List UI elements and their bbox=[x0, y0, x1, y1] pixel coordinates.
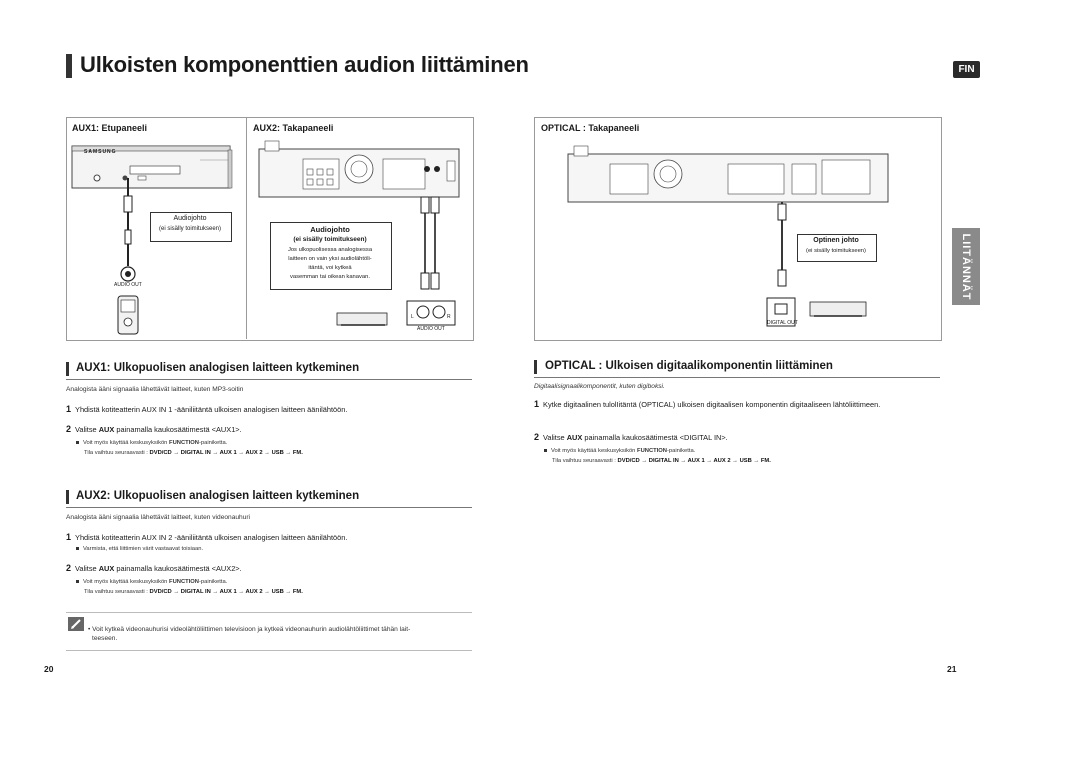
note-line-1: • Voit kytkeä videonauhurisi videolähtöliittimen televisioon ja kytkeä videonauhurin audiolähtöliittimet tähän lait- bbox=[88, 626, 411, 633]
mp3-audio-out-label: AUDIO OUT bbox=[114, 282, 142, 288]
optical-step-2-post: painamalla kaukosäätimestä <DIGITAL IN>. bbox=[582, 433, 728, 442]
note-bottom-rule bbox=[66, 650, 472, 651]
aux2-note-line-4: vasemman tai oikean kanavan. bbox=[290, 274, 370, 280]
note-top-rule bbox=[66, 612, 472, 613]
optical-step-2-bold: AUX bbox=[566, 433, 583, 442]
aux2-step-2 bbox=[66, 563, 242, 573]
optical-cable-callout: Optinen johto bbox=[813, 237, 859, 244]
aux2-step-2-bold: AUX bbox=[98, 564, 115, 573]
optical-section-rule bbox=[534, 377, 940, 378]
aux1-step-1-text: Yhdistä kotiteatterin AUX IN 1 -ääniliitäntä ulkoisen analogisen laitteen äänilähtöön. bbox=[75, 405, 348, 414]
aux2-step-1-text: Yhdistä kotiteatterin AUX IN 2 -ääniliitäntä ulkoisen analogisen laitteen äänilähtöön. bbox=[75, 533, 348, 542]
aux1-bullet bbox=[76, 440, 227, 446]
optical-mode-sequence bbox=[552, 458, 771, 464]
aux2-seq: DVD/CD → DIGITAL IN → AUX 1 → AUX 2 → USB → FM. bbox=[149, 589, 303, 595]
aux1-intro: Analogista ääni signaalia lähettävät laitteet, kuten MP3-soitin bbox=[66, 386, 244, 393]
optical-bullet-post: -painiketta. bbox=[666, 448, 696, 454]
optical-section-title: OPTICAL : Ulkoisen digitaalikomponentin liittäminen bbox=[545, 360, 833, 372]
aux1-seq: DVD/CD → DIGITAL IN → AUX 1 → AUX 2 → USB → FM. bbox=[149, 450, 303, 456]
aux1-cable bbox=[120, 178, 136, 270]
optical-seq-pre: Tila vaihtuu seuraavasti : bbox=[552, 458, 618, 464]
aux1-mode-sequence bbox=[84, 450, 303, 456]
optical-intro: Digitaalisignaalikomponentit, kuten digiboksi. bbox=[534, 383, 665, 390]
optical-step-2 bbox=[534, 432, 728, 442]
aux1-bullet-post: -painiketta. bbox=[198, 440, 228, 446]
aux2-step-1-number: 1 bbox=[66, 532, 72, 542]
aux2-section-marker bbox=[66, 490, 69, 504]
optical-step-2-number: 2 bbox=[534, 432, 540, 442]
aux1-diagram-label: AUX1: Etupaneeli bbox=[72, 123, 148, 133]
optical-seq: DVD/CD → DIGITAL IN → AUX 1 → AUX 2 → USB → FM. bbox=[617, 458, 771, 464]
aux1-step-2 bbox=[66, 424, 242, 434]
aux2-bullet bbox=[76, 579, 227, 585]
aux2-cable-callout: Audiojohto bbox=[310, 225, 350, 234]
note-line-2: teeseen. bbox=[92, 635, 118, 642]
optical-step-1-number: 1 bbox=[534, 399, 540, 409]
aux1-section-rule bbox=[66, 379, 472, 380]
aux2-intro: Analogista ääni signaalia lähettävät laitteet, kuten videonauhuri bbox=[66, 514, 251, 521]
title-marker bbox=[66, 54, 72, 78]
aux1-cable-callout: Audiojohto bbox=[173, 215, 207, 222]
optical-step-2-pre: Valitse bbox=[543, 433, 567, 442]
aux2-bullet-pre: Voit myös käyttää keskusyksikön bbox=[83, 579, 170, 585]
aux2-audio-out-label: AUDIO OUT bbox=[417, 326, 445, 332]
chapter-side-tab-label: LIITÄNNÄT bbox=[960, 232, 972, 301]
page-number-right: 21 bbox=[947, 664, 957, 674]
aux2-section-rule bbox=[66, 507, 472, 508]
optical-step-1-text: Kytke digitaalinen tulolIitäntä (OPTICAL) ulkoisen digitaalisen komponentin digitaaliseen lähtöliittimeen. bbox=[543, 400, 881, 409]
aux2-note-line-1: Jos ulkopuolisessa analogisessa bbox=[287, 247, 373, 253]
diagram-divider bbox=[246, 117, 247, 339]
aux1-step-2-number: 2 bbox=[66, 424, 72, 434]
aux1-step-1 bbox=[66, 404, 347, 414]
page-number-left: 20 bbox=[44, 664, 54, 674]
aux2-mode-sequence bbox=[84, 589, 303, 595]
aux2-note-line-3: itäntä, voi kytkeä bbox=[308, 265, 352, 271]
aux1-section-marker bbox=[66, 362, 69, 376]
aux1-step-2-bold: AUX bbox=[98, 425, 115, 434]
aux2-seq-pre: Tila vaihtuu seuraavasti : bbox=[84, 589, 150, 595]
aux1-bullet-bold: FUNCTION bbox=[169, 440, 199, 446]
aux1-step-2-pre: Valitse bbox=[75, 425, 99, 434]
aux2-cable-callout-sub: (ei sisälly toimitukseen) bbox=[293, 236, 367, 243]
optical-diagram-label: OPTICAL : Takapaneeli bbox=[541, 123, 640, 133]
aux1-cable-callout-sub: (ei sisälly toimitukseen) bbox=[158, 226, 222, 232]
language-badge: FIN bbox=[953, 61, 980, 78]
optical-cable-callout-sub: (ei sisälly toimitukseen) bbox=[806, 248, 866, 254]
optical-section-marker bbox=[534, 360, 537, 374]
aux2-step-2-pre: Valitse bbox=[75, 564, 99, 573]
aux1-bullet-pre: Voit myös käyttää keskusyksikön bbox=[83, 440, 170, 446]
aux2-note-line-2: laitteen on vain yksi audiolähtöli- bbox=[288, 256, 372, 262]
aux2-section-title: AUX2: Ulkopuolisen analogisen laitteen kytkeminen bbox=[76, 490, 360, 502]
aux1-seq-pre: Tila vaihtuu seuraavasti : bbox=[84, 450, 150, 456]
aux1-step-1-number: 1 bbox=[66, 404, 72, 414]
aux2-step-1 bbox=[66, 532, 347, 542]
optical-step-1 bbox=[534, 399, 880, 409]
optical-bullet bbox=[544, 448, 695, 454]
note-pencil-icon bbox=[68, 617, 84, 631]
aux2-step-1-bullet-text: Varmista, että liittimien värit vastaavat toisiaan. bbox=[83, 546, 204, 552]
aux2-step-2-post: painamalla kaukosäätimestä <AUX2>. bbox=[114, 564, 242, 573]
chapter-side-tab bbox=[952, 228, 980, 305]
lr-right-label: R bbox=[447, 314, 451, 320]
optical-bullet-bold: FUNCTION bbox=[637, 448, 667, 454]
mp3-player-illustration bbox=[108, 262, 148, 338]
page-title: Ulkoisten komponenttien audion liittäminen bbox=[80, 52, 529, 77]
lr-left-label: L bbox=[411, 314, 414, 320]
aux2-diagram-label: AUX2: Takapaneeli bbox=[253, 123, 334, 133]
aux2-step-1-bullet bbox=[76, 546, 203, 552]
aux1-step-2-post: painamalla kaukosäätimestä <AUX1>. bbox=[114, 425, 242, 434]
aux1-section-title: AUX1: Ulkopuolisen analogisen laitteen kytkeminen bbox=[76, 362, 360, 374]
digital-out-label: DIGITAL OUT bbox=[767, 320, 798, 326]
aux2-bullet-bold: FUNCTION bbox=[169, 579, 199, 585]
aux2-step-2-number: 2 bbox=[66, 563, 72, 573]
front-panel-brand: SAMSUNG bbox=[84, 149, 117, 155]
aux2-bullet-post: -painiketta. bbox=[198, 579, 228, 585]
optical-bullet-pre: Voit myös käyttää keskusyksikön bbox=[551, 448, 638, 454]
